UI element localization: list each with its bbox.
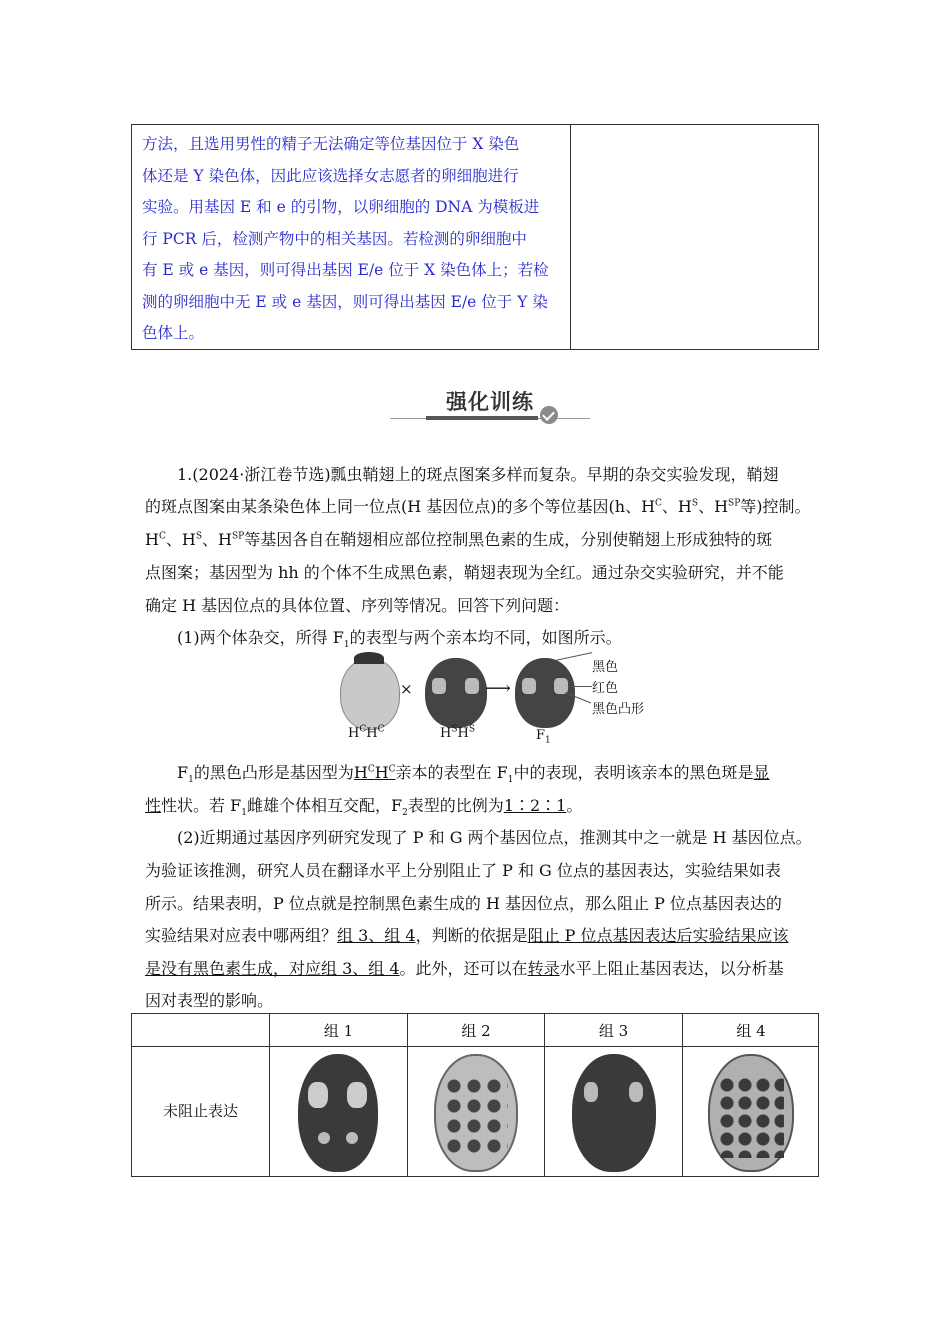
f1-label: $F_1$ (536, 728, 551, 746)
question-part-2: (2)近期通过基因序列研究发现了 P 和 G 两个基因位点，推测其中之一就是 H 基因位点。 (177, 828, 812, 847)
answer-blank: 显 (753, 763, 770, 782)
callout-red: 红色 (592, 681, 619, 696)
answer-line: 行 PCR 后，检测产物中的相关基因。若检测的卵细胞中 (142, 229, 527, 248)
answer-cell (142, 129, 562, 350)
question-line: $H^C$、$H^S$、$H^{SP}$等基因各自在鞘翅相应部位控制黑色素的生成，分别使鞘翅上形成独特的斑 (145, 530, 773, 549)
row-label: 未阻止表达 (162, 1102, 238, 1120)
header-group-4: 组 4 (736, 1022, 766, 1040)
beetle-spot (432, 678, 446, 694)
beetle-spot (308, 1082, 328, 1108)
table-divider (132, 1046, 818, 1047)
header-group-2: 组 2 (461, 1022, 491, 1040)
question-line: 1.(2024·浙江卷节选)瓢虫鞘翅上的斑点图案多样而复杂。早期的杂交实验发现，鞘翅 (177, 465, 779, 484)
question-line: 确定 H 基因位点的具体位置、序列等情况。回答下列问题： (145, 596, 570, 615)
beetle-head (354, 652, 384, 664)
beetle-spots (718, 1076, 784, 1158)
answer-1-line-1: $F_1$的黑色凸形是基因型为$H^CH^C$亲本的表型在 $F_1$中的表现，表明该亲本的黑色斑是显 (177, 763, 770, 786)
beetle-spot (347, 1082, 367, 1108)
question-line: 为验证该推测，研究人员在翻译水平上分别阻止了 P 和 G 位点的基因表达，实验结果如表 (145, 861, 781, 880)
answer-line: 实验。用基因 E 和 e 的引物，以卵细胞的 DNA 为模板进 (142, 198, 540, 216)
answer-blank: 是没有黑色素生成，对应组 3、组 4 (145, 959, 400, 978)
parent-1-genotype: $H^CH^C$ (348, 724, 385, 741)
arrow-icon: ⟶ (485, 678, 511, 699)
answer-line: 体还是 Y 染色体，因此应该选择女志愿者的卵细胞进行 (142, 166, 519, 185)
answer-blank: 阻止 P 位点基因表达后实验结果应该 (527, 926, 789, 945)
answer-blank: 1∶2∶1 (503, 796, 567, 815)
beetle-spot (318, 1132, 330, 1144)
cross-symbol: × (400, 680, 413, 698)
beetle-spot (346, 1132, 358, 1144)
callout-black-convex: 黑色凸形 (592, 702, 645, 717)
callout-line (568, 686, 592, 687)
cross-figure (330, 650, 690, 750)
beetle-spot (584, 1082, 598, 1102)
question-line: 的斑点图案由某条染色体上同一位点(H 基因位点)的多个等位基因(h、$H^C$、$H^S$、$H^{SP}$等)控制。 (145, 497, 811, 516)
question-line: 实验结果对应表中哪两组？组 3、组 4，判断的依据是阻止 P 位点基因表达后实验结果应该 (145, 926, 789, 945)
beetle-parent-1-image (340, 658, 400, 730)
beetle-spot (629, 1082, 643, 1102)
heading-bar (426, 416, 538, 420)
beetle-spot (522, 678, 536, 694)
question-line: 点图案；基因型为 hh 的个体不生成黑色素，鞘翅表现为全红。通过杂交实验研究，并不能 (145, 563, 784, 582)
answer-line: 有 E 或 e 基因，则可得出基因 E/e 位于 X 染色体上；若检 (142, 261, 549, 279)
parent-2-genotype: $H^SH^S$ (440, 724, 476, 741)
callout-line (555, 652, 592, 661)
section-heading (390, 382, 590, 422)
section-title: 强化训练 (446, 390, 534, 414)
question-line: 是没有黑色素生成，对应组 3、组 4。此外，还可以在转录水平上阻止基因表达，以分析基 (145, 959, 784, 978)
question-line: 因对表型的影响。 (145, 991, 274, 1010)
beetle-spot (465, 678, 479, 694)
answer-1-line-2: 性性状。若 $F_1$雌雄个体相互交配，$F_2$表型的比例为1∶2∶1。 (145, 796, 583, 819)
beetle-spots (444, 1076, 508, 1158)
answer-line: 方法，且选用男性的精子无法确定等位基因位于 X 染色 (142, 135, 520, 153)
check-icon (540, 406, 558, 424)
question-part-1: (1)两个体杂交，所得 $F_1$的表型与两个亲本均不同，如图所示。 (177, 628, 622, 651)
answer-blank: 性 (145, 796, 162, 815)
answer-table (131, 124, 819, 350)
result-table (131, 1013, 819, 1177)
answer-line: 测的卵细胞中无 E 或 e 基因，则可得出基因 E/e 位于 Y 染 (142, 292, 548, 311)
table-column-divider (570, 125, 571, 349)
answer-blank: 转录 (527, 959, 560, 978)
beetle-group-1-image (298, 1054, 378, 1172)
callout-black: 黑色 (592, 660, 619, 675)
header-group-1: 组 1 (323, 1022, 354, 1040)
answer-blank: $H^CH^C$ (353, 763, 396, 782)
beetle-group-3-image (572, 1054, 656, 1172)
answer-blank: 组 3、组 4 (337, 926, 416, 945)
question-line: 所示。结果表明，P 位点就是控制黑色素生成的 H 基因位点，那么阻止 P 位点基因表达的 (145, 894, 782, 913)
header-group-3: 组 3 (598, 1022, 629, 1040)
answer-line: 色体上。 (142, 324, 205, 342)
